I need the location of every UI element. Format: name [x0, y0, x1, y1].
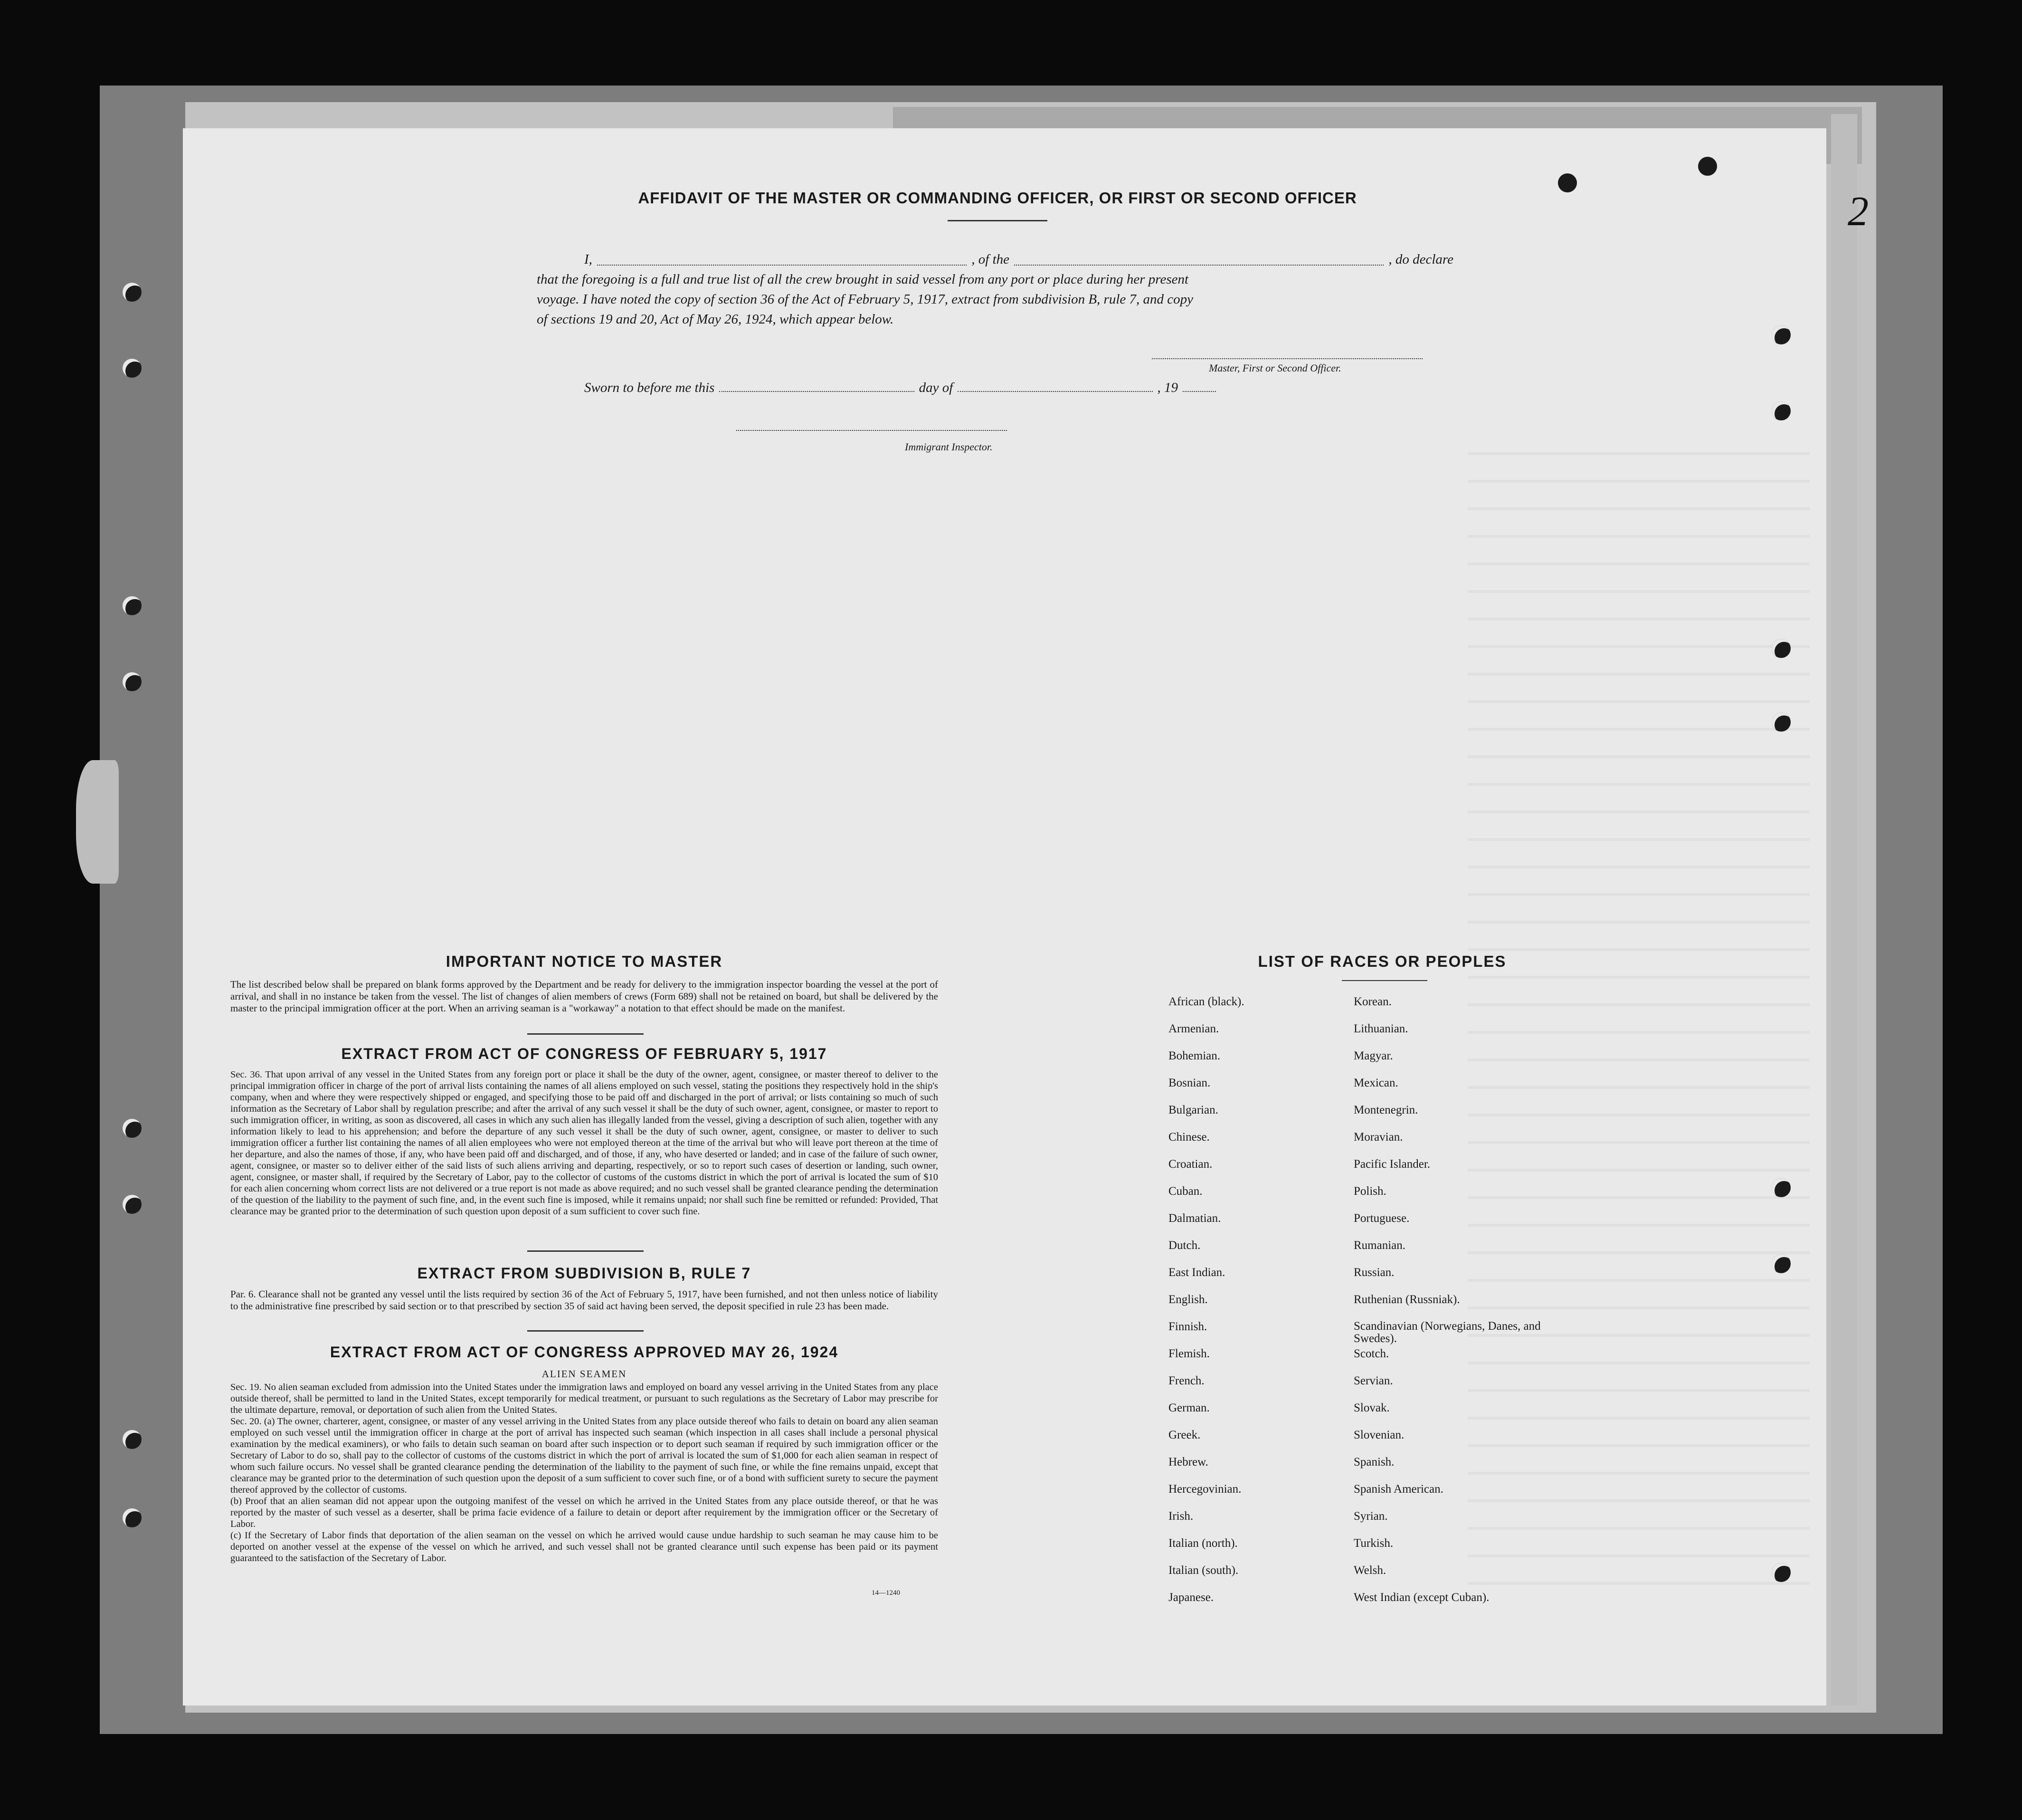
extract-1917-title: EXTRACT FROM ACT OF CONGRESS OF FEBRUARY 5, 1917 [341, 1045, 827, 1062]
races-title-rule [1342, 980, 1427, 981]
races-list [1168, 995, 1558, 1618]
punch-hole-icon [123, 283, 142, 302]
extract-1924-sec20b: (b) Proof that an alien seaman did not appear upon the outgoing manifest of the vessel on which he arrived in the United States from any place outside thereof, or that he was reported by the master of such vessel as a deserter, shall be prima facie evidence of a failure to detain or deport after requirement by the immigration officer or the Secretary of Labor. [230, 1496, 938, 1529]
race-item: Hercegovinian. [1168, 1483, 1242, 1496]
ink-blot-icon [1558, 173, 1577, 192]
race-item: Turkish. [1354, 1537, 1394, 1550]
vessel-name-blank [1014, 264, 1384, 266]
affidavit-declare: , do declare [1388, 252, 1453, 267]
race-item: Portuguese. [1354, 1212, 1410, 1225]
sworn-year-blank [1183, 391, 1216, 392]
sworn-year: , 19 [1157, 380, 1178, 395]
race-item: West Indian (except Cuban). [1354, 1591, 1490, 1604]
race-item: Mexican. [1354, 1077, 1398, 1089]
race-item: Magyar. [1354, 1049, 1393, 1062]
race-item: Greek. [1168, 1429, 1201, 1441]
affidavit-of-the: , of the [971, 252, 1010, 267]
sworn-month-blank [958, 391, 1152, 392]
sworn-line [584, 380, 1221, 396]
race-item: English. [1168, 1293, 1208, 1306]
race-item: Bosnian. [1168, 1077, 1211, 1089]
race-item: Moravian. [1354, 1131, 1403, 1143]
race-item: Bulgarian. [1168, 1104, 1218, 1116]
extract-rule7-body: Par. 6. Clearance shall not be granted any vessel until the lists required by section 36 of the Act of February 5, 1917, have been furnished, and not then unless notice of liability to the administrative fine prescribed by said section or to that prescribed by section 35 of said act having been served, the deposit specified in rule 23 has been made. [230, 1288, 938, 1312]
affidavit-line-3: voyage. I have noted the copy of section 36 of the Act of February 5, 1917, extract from subdivision B, rule 7, and copy [537, 292, 1194, 307]
race-item: Scotch. [1354, 1347, 1389, 1360]
torn-edge [76, 760, 119, 884]
extract-1924-sec20c: (c) If the Secretary of Labor finds that deportation of the alien seaman on the vessel on which he arrived would cause undue hardship to such seaman he may cause him to be deported on another vessel at the expense of the vessel on which he arrived, and such vessel shall not be granted clearance until such expense has been paid or its payment guaranteed to the satisfaction of the Secretary of Labor. [230, 1530, 938, 1563]
punch-hole-icon [123, 359, 142, 378]
punch-hole-icon [1772, 1254, 1791, 1273]
race-item: Armenian. [1168, 1022, 1219, 1035]
race-item: Spanish. [1354, 1456, 1395, 1468]
extract-1924-title: EXTRACT FROM ACT OF CONGRESS APPROVED MAY 26, 1924 [330, 1344, 839, 1361]
extract-1924-sec19: Sec. 19. No alien seaman excluded from admission into the United States under the immigration laws and employed on board any vessel arriving in the United States from any place outside thereof, shall be permitted to land in the United States, except temporarily for medical treatment, or pursuant to such regulations as the Secretary of Labor may prescribe for the ultimate departure, removal, or deportation of such alien from the United States. [230, 1382, 938, 1415]
notice-title: IMPORTANT NOTICE TO MASTER [446, 953, 723, 970]
affidavit-title-rule [948, 220, 1047, 221]
master-caption: Master, First or Second Officer. [1209, 362, 1341, 374]
master-signature-line [1152, 358, 1423, 359]
notice-rule [527, 1033, 644, 1035]
race-item: Cuban. [1168, 1185, 1203, 1198]
sworn-to-before: Sworn to before me this [584, 380, 715, 395]
race-item: Irish. [1168, 1510, 1194, 1523]
affidavit-line-2: that the foregoing is a full and true list of all the crew brought in said vessel from any port or place during her present [537, 272, 1189, 287]
race-item: Syrian. [1354, 1510, 1388, 1523]
extract-rule7-rule [527, 1330, 644, 1332]
ink-blot-icon [1698, 157, 1717, 176]
punch-hole-icon [1772, 1178, 1791, 1197]
extract-1924-subtitle: ALIEN SEAMEN [541, 1368, 627, 1380]
race-item: German. [1168, 1401, 1210, 1414]
affidavit-text [537, 249, 1453, 329]
race-item: Japanese. [1168, 1591, 1214, 1604]
affidavit-line-4: of sections 19 and 20, Act of May 26, 1924, which appear below. [537, 312, 894, 327]
race-item: Dutch. [1168, 1239, 1201, 1252]
extract-1917-body: Sec. 36. That upon arrival of any vessel in the United States from any foreign port or place it shall be the duty of the owner, agent, consignee, or master thereof to deliver to the principal immigration officer in charge of the port of arrival lists containing the names of all aliens employed on such vessel, stating the positions they respectively hold in the ship's company, when and where they were respectively shipped or engaged, and specifying those to be paid off and discharged in the port of arrival; or lists containing so much of such information as the Secretary of Labor shall by regulation prescribe; and after the arrival of any such vessel it shall be the duty of such owner, agent, consignee, or master to report to such immigration officer, in writing, as soon as discovered, all cases in which any such alien has illegally landed from the vessel, giving a description of such alien, together with any information likely to lead to his apprehension; and before the departure of any such vessel it shall be the duty of such owner, agent, consignee, or master to deliver to such immigration officer a further list containing the names of all alien employees who were not employed thereon at the time of the arrival but who will leave port thereon at the time of her departure, and also the names of those, if any, who have been paid off and discharged, and of those, if any, who have deserted or landed; and in case of the failure of such owner, agent, consignee, or master so to deliver either of the said lists of such aliens arriving and departing, respectively, or so to report such cases of desertion or landing, such owner, agent, consignee, or master shall, if required by the Secretary of Labor, pay to the collector of customs of the customs district in which the port of arrival is located the sum of $10 for each alien concerning whom correct lists are not delivered or a true report is not made as above required; and no such vessel shall be granted clearance pending the determination of the question of the liability to the payment of such fine, and, in the event such fine is imposed, while it remains unpaid; nor shall such fine be remitted or refunded: Provided, That clearance may be granted prior to the determination of such question upon deposit of a sum sufficient to cover such fine. [230, 1069, 938, 1217]
inspector-signature-line [736, 430, 1007, 431]
inspector-caption: Immigrant Inspector. [905, 441, 993, 453]
race-item: Flemish. [1168, 1347, 1210, 1360]
form-number: 14—1240 [872, 1589, 900, 1597]
punch-hole-icon [123, 672, 142, 691]
sworn-day-of: day of [919, 380, 953, 395]
punch-hole-icon [123, 1195, 142, 1214]
race-item: Dalmatian. [1168, 1212, 1221, 1225]
race-item: Rumanian. [1354, 1239, 1406, 1252]
race-item: Finnish. [1168, 1320, 1207, 1333]
affidavit-title: AFFIDAVIT OF THE MASTER OR COMMANDING OFFICER, OR FIRST OR SECOND OFFICER [638, 189, 1357, 207]
affidavit-line-1 [537, 249, 1453, 269]
punch-hole-icon [1772, 1563, 1791, 1582]
punch-hole-icon [1772, 639, 1791, 658]
race-item: Bohemian. [1168, 1049, 1221, 1062]
race-item: African (black). [1168, 995, 1244, 1008]
punch-hole-icon [1772, 713, 1791, 732]
notice-body: The list described below shall be prepared on blank forms approved by the Department and be ready for delivery to the immigration inspector boarding the vessel at the port of arrival, and shall in no instance be taken from the vessel. The list of changes of alien members of crews (Form 689) shall not be retained on board, but shall be delivered by the master to the principal immigration officer at the port. When an arriving seaman is a "workaway" a notation to that effect should be made on the manifest. [230, 979, 938, 1014]
race-item: Welsh. [1354, 1564, 1386, 1577]
race-item: Hebrew. [1168, 1456, 1208, 1468]
punch-hole-icon [123, 596, 142, 615]
punch-hole-icon [1772, 401, 1791, 420]
race-item: Slovenian. [1354, 1429, 1405, 1441]
race-item: Ruthenian (Russniak). [1354, 1293, 1460, 1306]
race-item: Pacific Islander. [1354, 1158, 1431, 1171]
race-item: Scandinavian (Norwegians, Danes, and Swedes). [1354, 1320, 1541, 1345]
extract-1917-rule [527, 1250, 644, 1252]
punch-hole-icon [1772, 325, 1791, 344]
race-item: Lithuanian. [1354, 1022, 1408, 1035]
race-item: Spanish American. [1354, 1483, 1443, 1496]
race-item: East Indian. [1168, 1266, 1225, 1279]
extract-1924-body [230, 1382, 938, 1564]
punch-hole-icon [123, 1119, 142, 1138]
master-name-blank [597, 264, 967, 266]
race-item: Servian. [1354, 1374, 1393, 1387]
race-item: Russian. [1354, 1266, 1395, 1279]
race-item: Montenegrin. [1354, 1104, 1418, 1116]
race-item: French. [1168, 1374, 1205, 1387]
extract-rule7-title: EXTRACT FROM SUBDIVISION B, RULE 7 [417, 1265, 751, 1282]
paper-stack-edge [1831, 114, 1857, 1706]
affidavit-i: I, [584, 252, 592, 267]
punch-hole-icon [123, 1430, 142, 1449]
race-item: Korean. [1354, 995, 1392, 1008]
extract-1924-sec20a: Sec. 20. (a) The owner, charterer, agent, consignee, or master of any vessel arriving in the United States from any place outside thereof who fails to detain on board any alien seaman employed on such vessel until the immigration officer in charge at the port of arrival has inspected such seaman (which inspection in all cases shall include a personal physical examination by the medical examiners), or who fails to detain such seaman on board after such inspection or to deport such seaman if required by such immigration officer or the Secretary of Labor to do so, shall pay to the collector of customs of the customs district in which the port of arrival is located the sum of $1,000 for each alien seaman in respect of whom such failure occurs. No vessel shall be granted clearance pending the determination of the liability to the payment of such fine, or while the fine remains unpaid, except that clearance may be granted prior to the determination of such question upon the deposit of a sum sufficient to cover such fine, or of a bond with sufficient surety to secure the payment thereof approved by the collector of customs. [230, 1416, 938, 1495]
race-item: Croatian. [1168, 1158, 1213, 1171]
page-number: 2 [1848, 189, 1869, 235]
races-title: LIST OF RACES OR PEOPLES [1258, 953, 1507, 970]
race-item: Slovak. [1354, 1401, 1390, 1414]
race-item: Italian (north). [1168, 1537, 1238, 1550]
race-item: Polish. [1354, 1185, 1386, 1198]
sworn-day-blank [719, 391, 914, 392]
race-item: Italian (south). [1168, 1564, 1239, 1577]
race-item: Chinese. [1168, 1131, 1210, 1143]
punch-hole-icon [123, 1508, 142, 1527]
